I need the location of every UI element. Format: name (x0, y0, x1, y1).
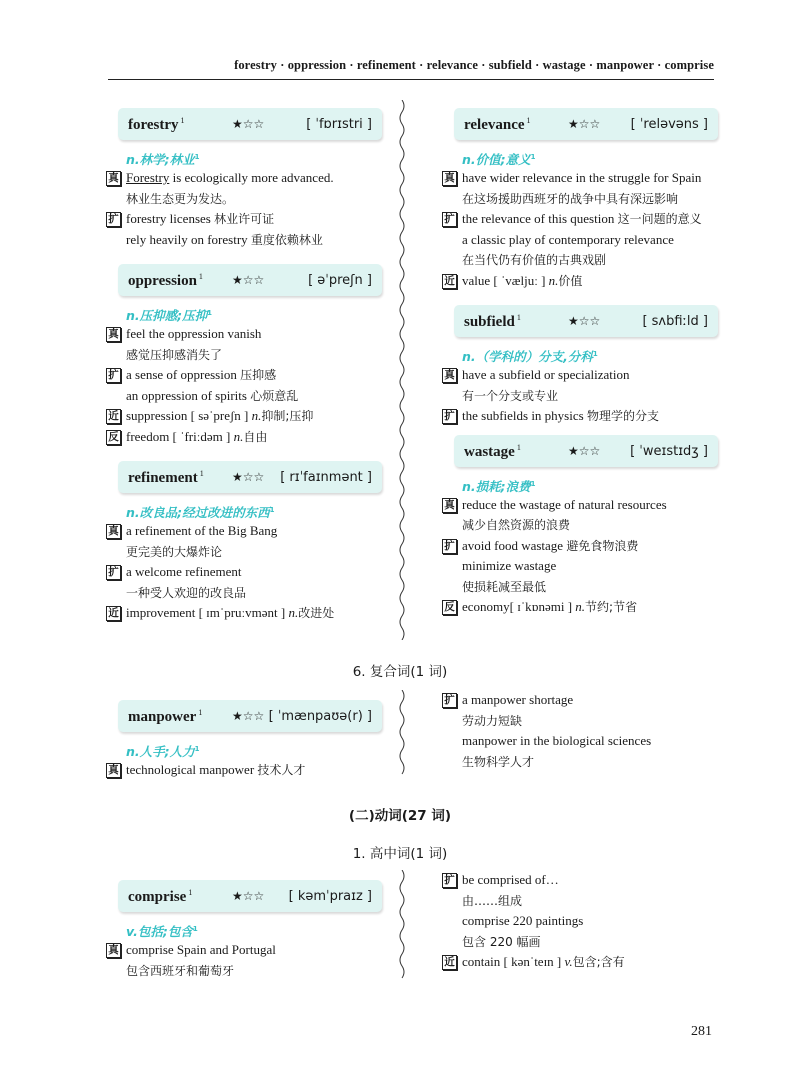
column-divider (398, 100, 406, 640)
sense-label: n.压抑感;压抑$^1$ (126, 308, 213, 323)
frequency-stars: ★☆☆ (232, 117, 265, 131)
entry-manpower (104, 700, 394, 781)
entry-subfield (440, 305, 730, 427)
tag-zhen-icon: 真 (106, 524, 121, 539)
example-line: 真 feel the oppression vanish (104, 324, 394, 345)
headword-bar (118, 108, 382, 140)
section-heading: 6. 复合词(1 词) (352, 664, 448, 680)
example-line: 生物科学人才 (462, 754, 535, 769)
headword: oppression $^1$ (128, 272, 203, 289)
frequency-stars: ★☆☆ (568, 117, 601, 131)
comprise-extensions (440, 870, 730, 973)
entry-oppression (104, 264, 394, 447)
sense-label: n.价值;意义$^1$ (462, 152, 536, 167)
example-line: 在当代仍有价值的古典戏剧 (462, 253, 607, 267)
example-line: 真 reduce the wastage of natural resources (440, 495, 730, 516)
example-line: 真 technological manpower 技术人才 (104, 760, 394, 781)
tag-zhen-icon: 真 (442, 171, 457, 186)
header-rule (108, 79, 714, 80)
example-line: 真 comprise Spain and Portugal (104, 940, 394, 961)
sense-label: n.林学;林业$^1$ (126, 152, 200, 167)
example-line: 劳动力短缺 (462, 713, 523, 728)
phonetic: [ ˈfɒrɪstri ] (306, 117, 372, 132)
frequency-stars: ★☆☆ (232, 470, 265, 484)
example-line: 林业生态更为发达。 (126, 191, 235, 206)
frequency-stars: ★☆☆ (232, 709, 265, 723)
headword-bar (118, 880, 382, 912)
headword: subfield $^1$ (464, 313, 521, 330)
example-line: 在这场援助西班牙的战争中具有深远影响 (462, 191, 679, 206)
example-line: 扩 a welcome refinement (104, 562, 394, 583)
example-line: 有一个分支或专业 (462, 388, 559, 403)
example-line: 扩 the relevance of this question 这一问题的意义 (440, 209, 730, 230)
tag-jin-icon: 近 (442, 274, 457, 289)
example-line: 真 a refinement of the Big Bang (104, 521, 394, 542)
entry-comprise (104, 880, 394, 981)
headword-bar (454, 435, 718, 467)
example-line: 感觉压抑感消失了 (126, 347, 223, 362)
left-column (104, 108, 394, 624)
headword: wastage $^1$ (464, 442, 521, 460)
tag-kuo-icon: 扩 (442, 693, 457, 708)
tag-zhen-icon: 真 (106, 171, 121, 186)
sense-label: n.人手;人力$^1$ (126, 744, 200, 759)
phonetic: [ ˈweɪstɪdʒ ] (630, 443, 708, 459)
tag-kuo-icon: 扩 (442, 873, 457, 888)
example-line: rely heavily on forestry 重度依赖林业 (126, 231, 323, 247)
example-line: a classic play of contemporary relevance (462, 231, 674, 247)
tag-jin-icon: 近 (442, 955, 457, 970)
example-line: 反 freedom [ ˈfriːdəm ] n.自由 (104, 427, 394, 448)
headword: comprise $^1$ (128, 888, 193, 905)
section-heading: (二)动词(27 词) (348, 808, 452, 824)
example-line: 扩 the subfields in physics 物理学的分支 (440, 406, 730, 427)
phonetic: [ kəmˈpraɪz ] (288, 889, 372, 904)
frequency-stars: ★☆☆ (568, 443, 601, 458)
example-line: 更完美的大爆炸论 (126, 544, 223, 559)
sense-label: n.损耗;浪费$^1$ (462, 478, 536, 494)
subsection-heading: 1. 高中词(1 词) (352, 846, 448, 862)
example-line: an oppression of spirits 心烦意乱 (126, 387, 299, 403)
tag-kuo-icon: 扩 (442, 539, 457, 554)
tag-jin-icon: 近 (106, 409, 121, 424)
tag-zhen-icon: 真 (106, 943, 121, 958)
tag-zhen-icon: 真 (106, 763, 121, 778)
example-line: 包含 220 幅画 (462, 934, 541, 949)
phonetic: [ rɪˈfaɪnmənt ] (280, 470, 372, 485)
tag-zhen-icon: 真 (106, 327, 121, 342)
example-line: 一种受人欢迎的改良品 (126, 585, 247, 600)
headword: relevance $^1$ (464, 116, 531, 133)
right-column (440, 108, 730, 618)
example-line: minimize wastage (462, 558, 557, 573)
example-line: 由……组成 (462, 893, 523, 908)
example-line: 真 have a subfield or specialization (440, 365, 730, 386)
tag-kuo-icon: 扩 (442, 409, 457, 424)
headword-bar (454, 305, 718, 337)
frequency-stars: ★☆☆ (568, 314, 601, 328)
entry-wastage (440, 435, 730, 618)
example-line: 包含西班牙和葡萄牙 (126, 963, 235, 978)
example-line: 减少自然资源的浪费 (462, 518, 571, 532)
headword-bar (454, 108, 718, 140)
column-divider (398, 690, 406, 780)
tag-kuo-icon: 扩 (106, 368, 121, 383)
sense-label: v.包括;包含$^1$ (126, 924, 198, 939)
entry-refinement (104, 461, 394, 624)
frequency-stars: ★☆☆ (232, 889, 265, 903)
example-line: 近 value [ ˈvæljuː ] n.价值 (440, 271, 730, 292)
example-line: 近 suppression [ səˈpreʃn ] n.抑制;压抑 (104, 406, 394, 427)
tag-jin-icon: 近 (106, 606, 121, 621)
example-line: 近 improvement [ ɪmˈpruːvmənt ] n.改进处 (104, 603, 394, 624)
sense-label: n.（学科的）分支,分科$^1$ (462, 349, 598, 364)
example-line: 扩 a sense of oppression 压抑感 (104, 365, 394, 386)
column-divider (398, 870, 406, 980)
entry-forestry (104, 108, 394, 250)
headword-bar (118, 264, 382, 296)
tag-zhen-icon: 真 (442, 368, 457, 383)
headword-bar (118, 700, 382, 732)
phonetic: [ ˈmænpaʊə(r) ] (268, 709, 372, 724)
phonetic: [ sʌbfiːld ] (642, 314, 708, 329)
phonetic: [ ˈreləvəns ] (630, 117, 708, 132)
example-line: 扩 avoid food wastage 避免食物浪费 (440, 536, 730, 557)
headword: manpower $^1$ (128, 708, 203, 725)
sense-label: n.改良品;经过改进的东西$^1$ (126, 505, 275, 520)
example-line: 扩 be comprised of… (440, 870, 730, 891)
tag-zhen-icon: 真 (442, 498, 457, 513)
tag-kuo-icon: 扩 (442, 212, 457, 227)
example-line: 近 contain [ kənˈteɪn ] v.包含;含有 (440, 952, 730, 973)
tag-kuo-icon: 扩 (106, 565, 121, 580)
frequency-stars: ★☆☆ (232, 273, 265, 287)
running-head: forestry · oppression · refinement · relevance · subfield · wastage · manpower · comprise (234, 58, 714, 72)
example-line: manpower in the biological sciences (462, 733, 652, 748)
headword: forestry $^1$ (128, 116, 185, 133)
example-line: 使损耗减至最低 (462, 579, 547, 594)
entry-relevance (440, 108, 730, 291)
manpower-extensions (440, 690, 730, 772)
tag-fan-icon: 反 (106, 430, 121, 445)
example-line: 真 Forestry is ecologically more advanced. (104, 168, 394, 189)
example-line: 扩 a manpower shortage (440, 690, 730, 711)
headword-bar (118, 461, 382, 493)
example-line: comprise 220 paintings (462, 913, 584, 928)
phonetic: [ əˈpreʃn ] (308, 273, 372, 288)
example-line: 扩 forestry licenses 林业许可证 (104, 209, 394, 230)
tag-fan-icon: 反 (442, 600, 457, 615)
example-line: 真 have wider relevance in the struggle for Spain (440, 168, 730, 189)
example-line: 反 economy[ ɪˈkɒnəmi ] n.节约;节省 (440, 597, 730, 618)
page-number: 281 (691, 1024, 712, 1039)
headword: refinement $^1$ (128, 469, 204, 486)
tag-kuo-icon: 扩 (106, 212, 121, 227)
